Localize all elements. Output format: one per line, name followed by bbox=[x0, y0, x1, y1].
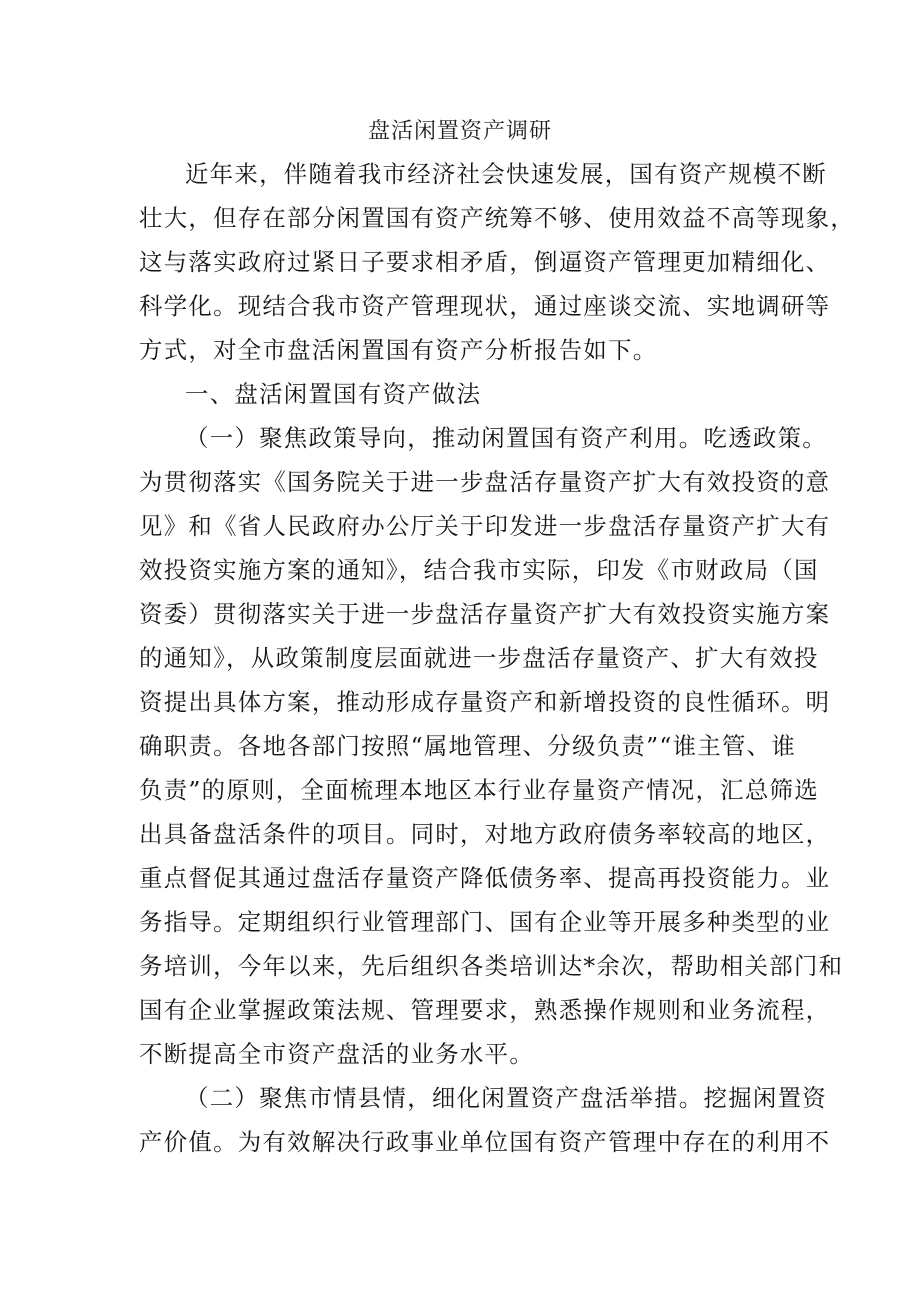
paragraph-line: 产价值。为有效解决行政事业单位国有资产管理中存在的利用不 bbox=[139, 1128, 831, 1156]
paragraph-line: 资提出具体方案，推动形成存量资产和新增投资的良性循环。明 bbox=[139, 688, 831, 716]
paragraph-line: 负责”的原则，全面梳理本地区本行业存量资产情况，汇总筛选 bbox=[139, 776, 819, 804]
paragraph-line: 国有企业掌握政策法规、管理要求，熟悉操作规则和业务流程， bbox=[139, 996, 831, 1024]
paragraph-line: 重点督促其通过盘活存量资产降低债务率、提高再投资能力。业 bbox=[139, 864, 831, 892]
paragraph-line: 资委）贯彻落实关于进一步盘活存量资产扩大有效投资实施方案 bbox=[139, 600, 831, 628]
subsection-heading-line: （一）聚焦政策导向，推动闲置国有资产利用。吃透政策。 bbox=[185, 424, 827, 452]
paragraph-line: 方式，对全市盘活闲置国有资产分析报告如下。 bbox=[139, 336, 658, 364]
paragraph-line: 确职责。各地各部门按照“属地管理、分级负责”“谁主管、谁 bbox=[139, 732, 797, 760]
paragraph-line: 效投资实施方案的通知》，结合我市实际，印发《市财政局（国 bbox=[139, 556, 819, 584]
subsection-heading-line: （二）聚焦市情县情，细化闲置资产盘活举措。挖掘闲置资 bbox=[185, 1084, 827, 1112]
paragraph-line: 科学化。现结合我市资产管理现状，通过座谈交流、实地调研等 bbox=[139, 292, 831, 320]
paragraph-line: 壮大，但存在部分闲置国有资产统筹不够、使用效益不高等现象， bbox=[139, 204, 856, 232]
document-title: 盘活闲置资产调研 bbox=[367, 119, 552, 144]
paragraph-line: 见》和《省人民政府办公厅关于印发进一步盘活存量资产扩大有 bbox=[139, 512, 831, 540]
paragraph-line: 的通知》，从政策制度层面就进一步盘活存量资产、扩大有效投 bbox=[139, 644, 819, 672]
paragraph-line: 为贯彻落实《国务院关于进一步盘活存量资产扩大有效投资的意 bbox=[139, 468, 831, 496]
paragraph-line: 务培训，今年以来，先后组织各类培训达*余次，帮助相关部门和 bbox=[139, 952, 844, 980]
paragraph-line: 这与落实政府过紧日子要求相矛盾，倒逼资产管理更加精细化、 bbox=[139, 248, 831, 276]
paragraph-line: 出具备盘活条件的项目。同时，对地方政府债务率较高的地区， bbox=[139, 820, 831, 848]
paragraph-line: 近年来，伴随着我市经济社会快速发展，国有资产规模不断 bbox=[185, 160, 827, 188]
paragraph-line: 不断提高全市资产盘活的业务水平。 bbox=[139, 1040, 535, 1068]
paragraph-line: 务指导。定期组织行业管理部门、国有企业等开展多种类型的业 bbox=[139, 908, 831, 936]
section-heading: 一、盘活闲置国有资产做法 bbox=[185, 380, 482, 408]
